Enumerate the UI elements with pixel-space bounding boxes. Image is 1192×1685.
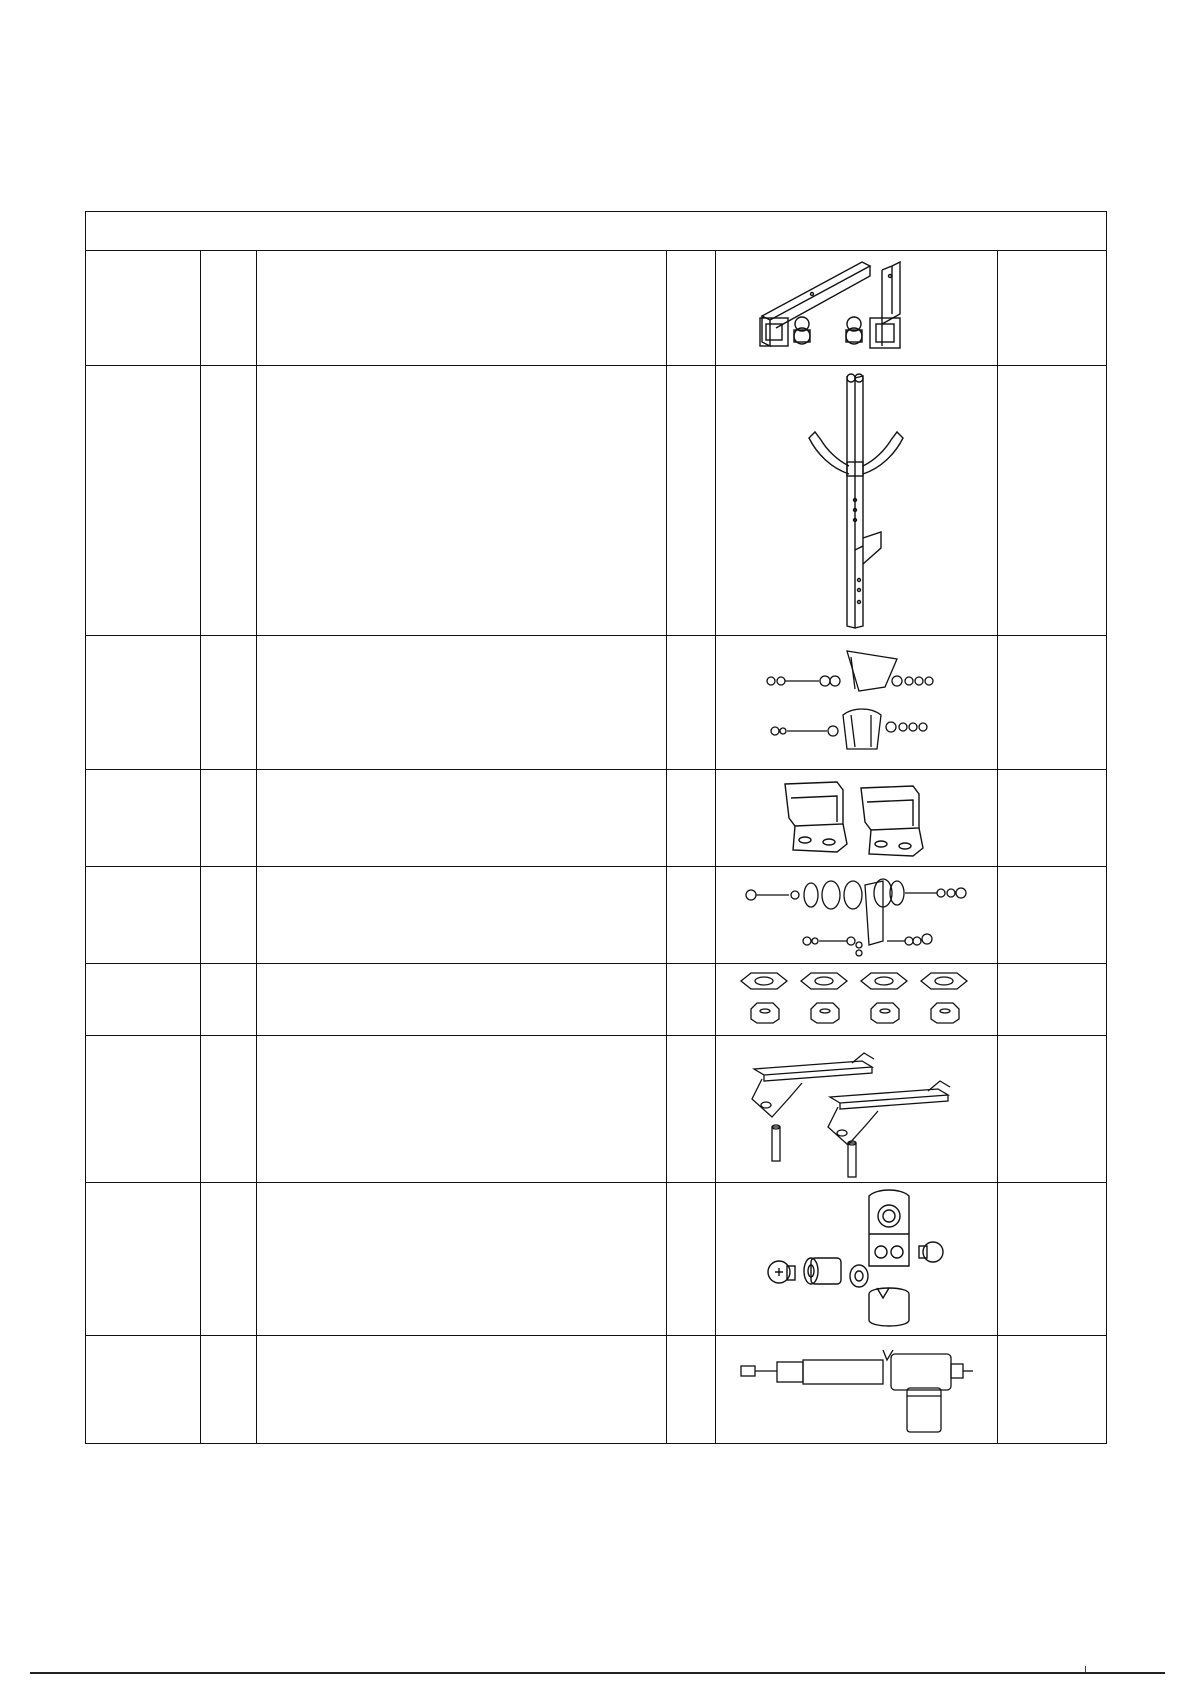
- cell-col2: [201, 251, 257, 366]
- cell-col2: [201, 770, 257, 867]
- cell-col3: [257, 251, 667, 366]
- illustration-cell: [716, 770, 998, 867]
- cell-col4: [667, 251, 716, 366]
- mast-illustration: [797, 370, 917, 632]
- cell-col4: [667, 867, 716, 964]
- spreader-arms-illustration: [742, 1039, 972, 1179]
- washer-bolt-kit-illustration: [737, 871, 977, 959]
- cell-col2: [201, 1336, 257, 1444]
- illustration-cell: [716, 251, 998, 366]
- bracket-bolt-kit-illustration: [747, 643, 967, 763]
- table-row: [86, 1183, 1107, 1336]
- cell-col6: [998, 1336, 1107, 1444]
- cell-col3: [257, 1183, 667, 1336]
- cell-col2: [201, 1036, 257, 1183]
- footer-rule: [30, 1672, 1165, 1674]
- table-row: [86, 366, 1107, 636]
- cell-col2: [201, 867, 257, 964]
- table-row: [86, 770, 1107, 867]
- cell-col1: [86, 1336, 201, 1444]
- linear-actuator-illustration: [737, 1340, 977, 1440]
- base-rails-illustration: [742, 254, 972, 362]
- cell-col3: [257, 1336, 667, 1444]
- cell-col2: [201, 366, 257, 636]
- cell-col3: [257, 770, 667, 867]
- table-header: [86, 212, 1107, 251]
- cell-col6: [998, 1183, 1107, 1336]
- illustration-cell: [716, 1036, 998, 1183]
- table-row: [86, 964, 1107, 1036]
- cell-col6: [998, 366, 1107, 636]
- cell-col1: [86, 636, 201, 770]
- cell-col1: [86, 770, 201, 867]
- cell-col3: [257, 964, 667, 1036]
- cell-col2: [201, 636, 257, 770]
- hex-nuts-illustration: [737, 967, 977, 1033]
- leg-brackets-illustration: [777, 774, 937, 862]
- table-row: [86, 1036, 1107, 1183]
- cell-col4: [667, 366, 716, 636]
- cell-col1: [86, 366, 201, 636]
- illustration-cell: [716, 964, 998, 1036]
- table-row: [86, 1336, 1107, 1444]
- cell-col3: [257, 1036, 667, 1183]
- footer-mark: [1085, 1666, 1086, 1672]
- cell-col6: [998, 770, 1107, 867]
- cell-col4: [667, 770, 716, 867]
- illustration-cell: [716, 1336, 998, 1444]
- parts-table: [85, 211, 1107, 1444]
- table-header-row: [86, 212, 1107, 251]
- cell-col3: [257, 636, 667, 770]
- cell-col2: [201, 1183, 257, 1336]
- cell-col1: [86, 1036, 201, 1183]
- cell-col6: [998, 251, 1107, 366]
- table-row: [86, 636, 1107, 770]
- cell-col1: [86, 964, 201, 1036]
- cell-col6: [998, 867, 1107, 964]
- cell-col6: [998, 964, 1107, 1036]
- cell-col4: [667, 1183, 716, 1336]
- cell-col4: [667, 964, 716, 1036]
- cell-col4: [667, 636, 716, 770]
- table-row: [86, 251, 1107, 366]
- illustration-cell: [716, 867, 998, 964]
- illustration-cell: [716, 1183, 998, 1336]
- cell-col6: [998, 636, 1107, 770]
- illustration-cell: [716, 636, 998, 770]
- cell-col1: [86, 1183, 201, 1336]
- cell-col3: [257, 867, 667, 964]
- table-row: [86, 867, 1107, 964]
- illustration-cell: [716, 366, 998, 636]
- cell-col2: [201, 964, 257, 1036]
- cell-col3: [257, 366, 667, 636]
- clevis-joint-illustration: [757, 1186, 957, 1332]
- cell-col4: [667, 1036, 716, 1183]
- cell-col1: [86, 867, 201, 964]
- cell-col6: [998, 1036, 1107, 1183]
- cell-col1: [86, 251, 201, 366]
- cell-col4: [667, 1336, 716, 1444]
